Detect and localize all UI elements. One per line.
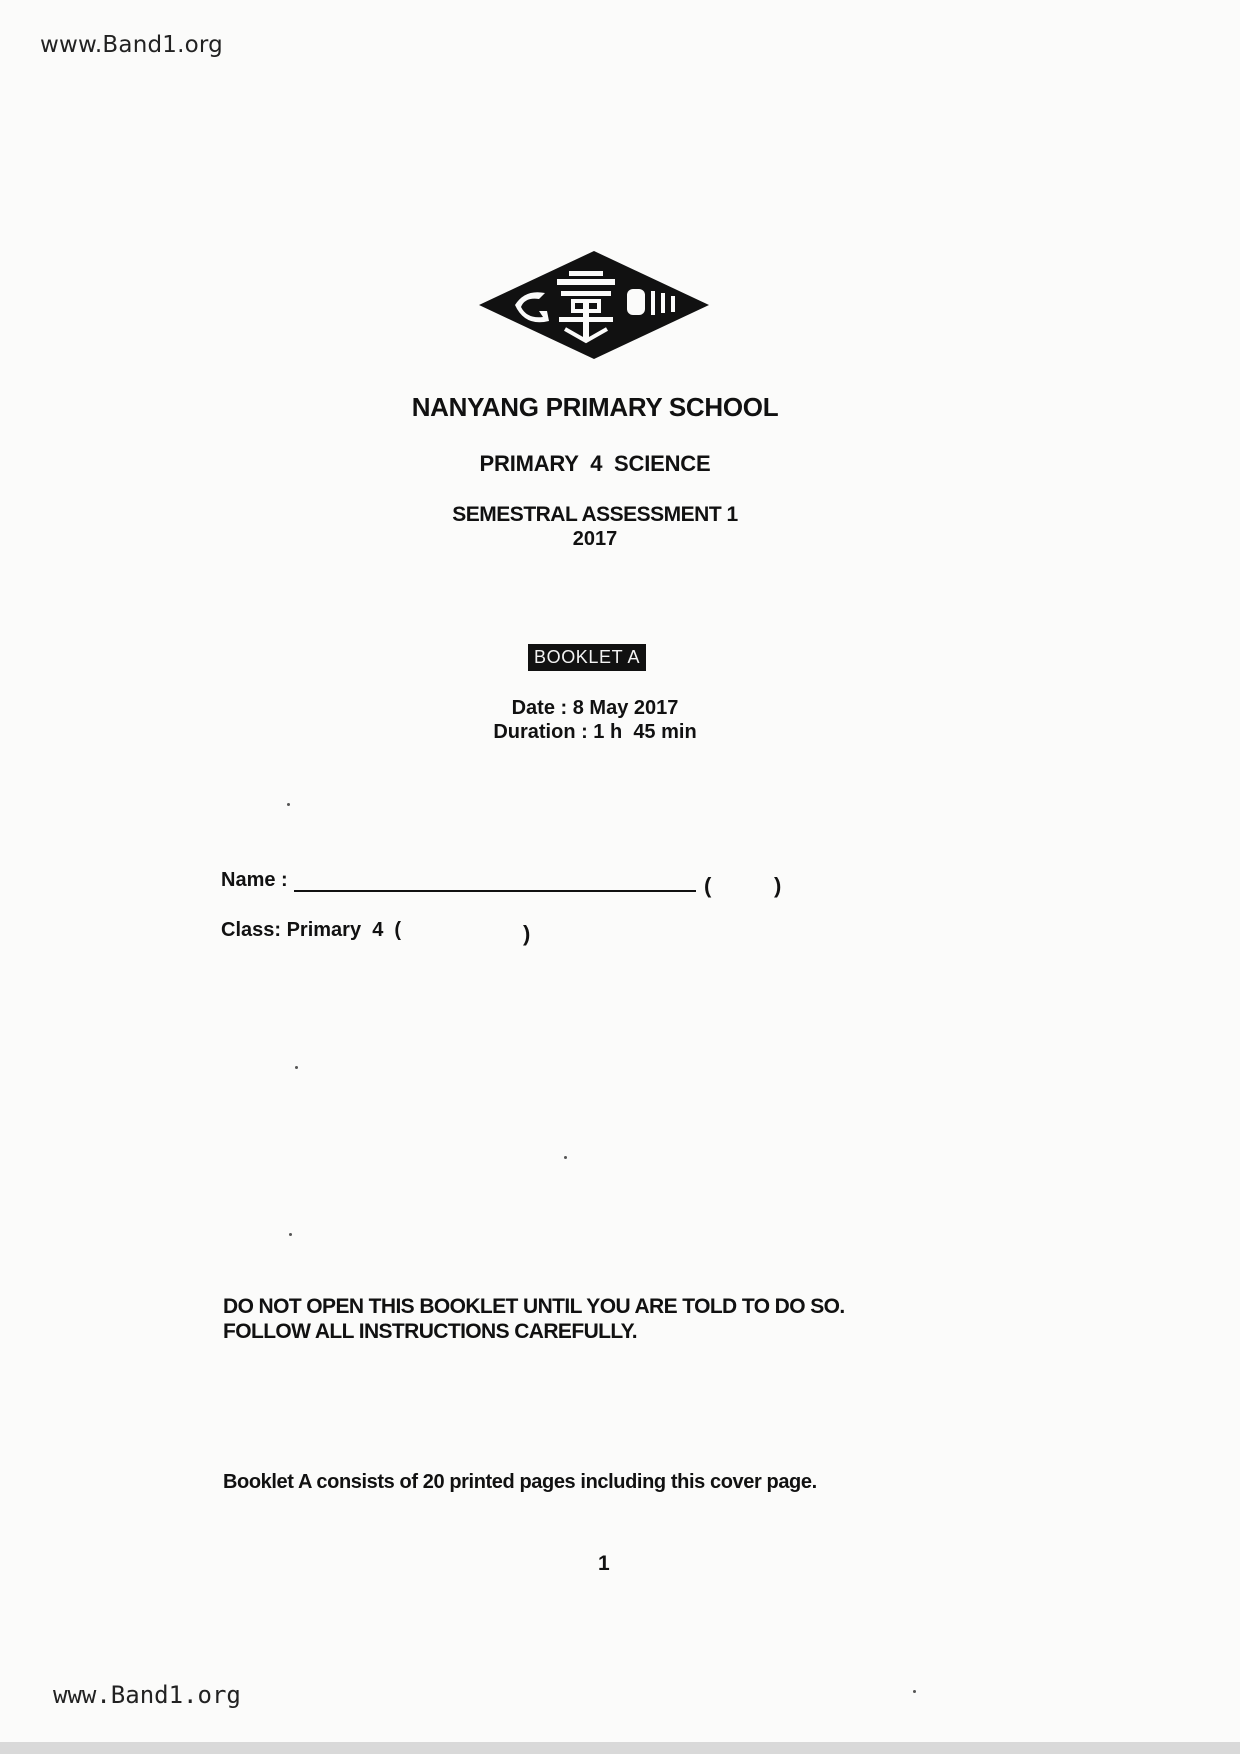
watermark-bottom: www.Band1.org: [53, 1681, 241, 1709]
booklet-label-badge: BOOKLET A: [528, 644, 646, 671]
scan-speck: [564, 1156, 567, 1159]
name-field-line[interactable]: [294, 890, 696, 892]
scan-speck: [295, 1066, 298, 1069]
name-label: Name :: [221, 869, 288, 891]
page-number: 1: [598, 1552, 610, 1575]
instructions-block: [223, 1294, 845, 1344]
school-name: NANYANG PRIMARY SCHOOL: [411, 392, 779, 422]
watermark-top: www.Band1.org: [40, 32, 223, 58]
index-number-paren-close: ): [774, 873, 782, 898]
school-logo-icon: [477, 249, 711, 361]
scan-speck: [913, 1690, 916, 1693]
scan-speck: [287, 803, 290, 806]
assessment-year: 2017: [572, 528, 618, 550]
instruction-line: FOLLOW ALL INSTRUCTIONS CAREFULLY.: [223, 1320, 637, 1343]
instruction-line: DO NOT OPEN THIS BOOKLET UNTIL YOU ARE TOLD TO DO SO.: [223, 1295, 845, 1318]
index-number-paren-open: (: [704, 873, 712, 898]
class-paren-close: ): [523, 921, 531, 946]
assessment-title: SEMESTRAL ASSESSMENT 1: [452, 503, 738, 526]
class-label: Class: Primary 4 (: [221, 919, 402, 941]
exam-date: Date : 8 May 2017: [511, 697, 679, 719]
exam-duration: Duration : 1 h 45 min: [493, 721, 697, 743]
booklet-page-count-note: Booklet A consists of 20 printed pages including this cover page.: [223, 1471, 817, 1493]
scan-bottom-edge: [0, 1742, 1240, 1754]
scan-speck: [289, 1233, 292, 1236]
subject-title: PRIMARY 4 SCIENCE: [479, 451, 711, 476]
